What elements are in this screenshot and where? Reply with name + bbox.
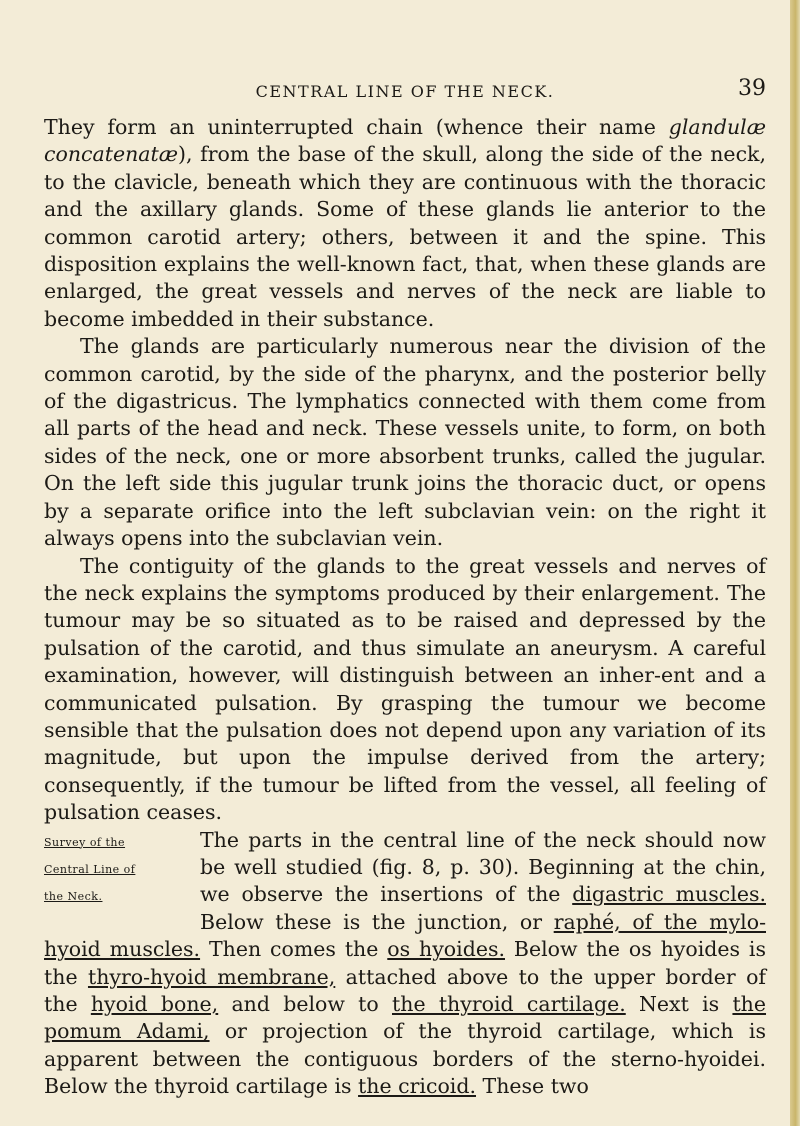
underlined-thyro-hyoid-membrane: thyro-hyoid membrane, (87, 964, 336, 989)
latin-term: glandulæ concatenatæ (44, 115, 766, 167)
underlined-raphe: raphé, of the mylo-hyoid muscles. (44, 909, 766, 962)
paragraph-4 (44, 827, 766, 1101)
paragraph-4-text-5: attached above to the upper border of the (44, 964, 767, 1016)
paragraph-4-text-7: Next is (625, 992, 733, 1016)
body-text (44, 114, 766, 1101)
running-head: CENTRAL LINE OF THE NECK. (255, 82, 555, 101)
paragraph-4-text-9: These two (476, 1074, 589, 1099)
underlined-cricoid: the cricoid. (358, 1074, 476, 1099)
underlined-pomum-adami: the pomum Adami, (44, 992, 767, 1044)
paragraph-4-text-3: Then comes the (200, 937, 388, 962)
underlined-hyoid-bone: hyoid bone, (90, 992, 219, 1016)
paragraph-1 (44, 114, 766, 333)
underlined-os-hyoides: os hyoides. (387, 937, 505, 962)
side-heading-line-2: Central Line of (44, 862, 136, 876)
page-number: 39 (738, 76, 766, 101)
paragraph-1-text-b: ), from the base of the skull, along the side of the neck, to the clavicle, beneath which they are continuous with the thoracic and the axillary glands. Some of these glands lie anterior to the common carotid artery; others, between it and the spine. This disposition explains the well-known fact, that, when these glands are enlarged, the great vessels and nerves of the neck are liable to become imbedded in their substance. (44, 142, 766, 331)
side-heading (44, 829, 190, 911)
paragraph-4-text-8: or projection of the thyroid cartilage, which is apparent between the contiguous borders of the sterno-hyoidei. Below the thyroid cartilage is (44, 1019, 766, 1099)
side-heading-line-3: the Neck. (44, 890, 103, 904)
underlined-thyroid-cartilage: the thyroid cartilage. (392, 992, 626, 1016)
paragraph-4-text-1: The parts in the central line of the neck should now be well studied (fig. 8, p. 30). Beginning at the chin, we observe the insertions of the (200, 827, 766, 907)
paragraph-4-text-4: Below the os hyoides is the (44, 937, 766, 989)
paragraph-2: The glands are particularly numerous near the division of the common carotid, by the side of the pharynx, and the posterior belly of the digastricus. The lymphatics connected with them come from all parts of the head and neck. These vessels unite, to form, on both sides of the neck, one or more absorbent trunks, called the jugular. On the left side this jugular trunk joins the thoracic duct, or opens by a separate orifice into the left subclavian vein: on the right it always opens into the subclavian vein. (44, 334, 766, 551)
paragraph-4-text-2: Below these is the junction, or (200, 909, 554, 934)
underlined-digastric-muscles: digastric muscles. (572, 882, 766, 907)
page-header (44, 76, 766, 112)
side-heading-line-1: Survey of the (44, 835, 126, 849)
paragraph-1-text-a: They form an uninterrupted chain (whence their name (44, 115, 669, 139)
page-edge (790, 0, 800, 1126)
paragraph-4-text-6: and below to (218, 992, 392, 1016)
paragraph-3: The contiguity of the glands to the great vessels and nerves of the neck explains the symptoms produced by their enlargement. The tumour may be so situated as to be raised and depressed by the pulsation of the carotid, and thus simulate an aneurysm. A careful examination, however, will distinguish between an inher-ent and a communicated pulsation. By grasping the tumour we become sensible that the pulsation does not depend upon any variation of its magnitude, but upon the impulse derived from the artery; consequently, if the tumour be lifted from the vessel, all feeling of pulsation ceases. (44, 553, 766, 825)
